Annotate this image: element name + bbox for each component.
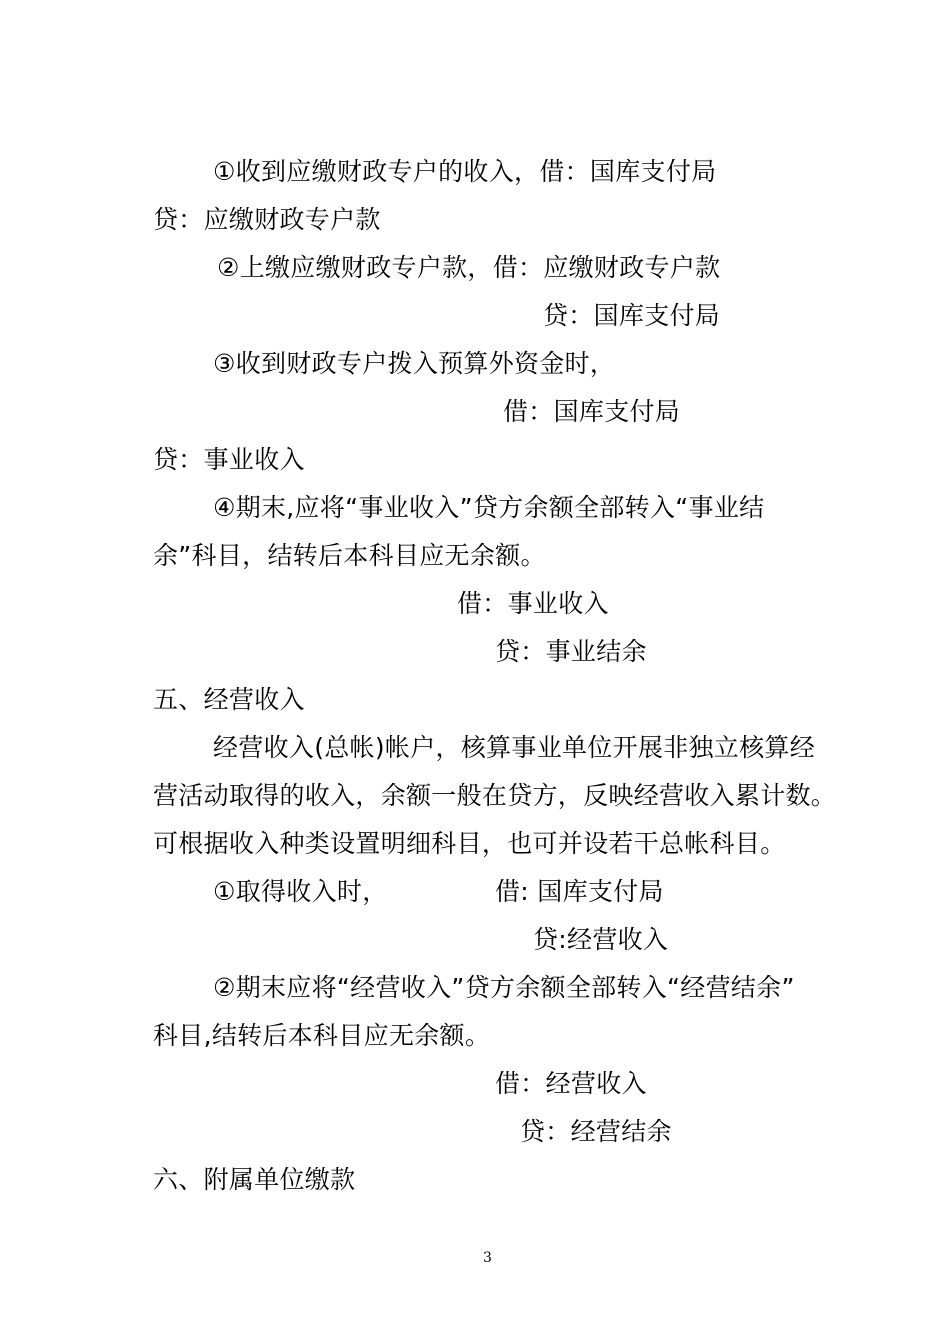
entry-5-debit: 借: 国库支付局 bbox=[495, 877, 664, 906]
entry-4-credit: 贷：事业结余 bbox=[495, 637, 647, 666]
entry-5-credit: 贷:经营收入 bbox=[533, 925, 669, 954]
entry-6-debit: 借：经营收入 bbox=[495, 1069, 647, 1098]
section-5-paragraph-2: 营活动取得的收入，余额一般在贷方，反映经营收入累计数。 bbox=[153, 781, 837, 810]
entry-1-line: ①收到应缴财政专户的收入，借：国库支付局 bbox=[213, 157, 717, 186]
section-heading-6: 六、附属单位缴款 bbox=[153, 1165, 356, 1194]
entry-6-line: ②期末应将“经营收入”贷方余额全部转入“经营结余” bbox=[213, 973, 795, 1002]
entry-2-credit: 贷：国库支付局 bbox=[543, 301, 721, 330]
page-number: 3 bbox=[483, 1250, 492, 1266]
entry-2-line: ②上缴应缴财政专户款，借：应缴财政专户款 bbox=[217, 253, 721, 282]
section-heading-5: 五、经营收入 bbox=[153, 685, 305, 714]
entry-1-credit: 贷：应缴财政专户款 bbox=[153, 205, 381, 234]
entry-4-line-cont: 余”科目，结转后本科目应无余额。 bbox=[153, 541, 546, 570]
entry-3-line: ③收到财政专户拨入预算外资金时， bbox=[213, 349, 616, 378]
entry-4-line: ④期末,应将“事业收入”贷方余额全部转入“事业结 bbox=[213, 493, 765, 522]
entry-3-credit: 贷：事业收入 bbox=[153, 445, 305, 474]
entry-5-line: ①取得收入时， bbox=[213, 877, 388, 906]
section-5-paragraph-1: 经营收入(总帐)帐户，核算事业单位开展非独立核算经 bbox=[213, 733, 816, 762]
section-5-paragraph-3: 可根据收入种类设置明细科目，也可并设若干总帐科目。 bbox=[153, 829, 786, 858]
entry-6-credit: 贷：经营结余 bbox=[520, 1117, 672, 1146]
entry-6-line-cont: 科目,结转后本科目应无余额。 bbox=[153, 1021, 491, 1050]
entry-3-debit: 借：国库支付局 bbox=[503, 397, 681, 426]
entry-4-debit: 借：事业收入 bbox=[457, 589, 609, 618]
